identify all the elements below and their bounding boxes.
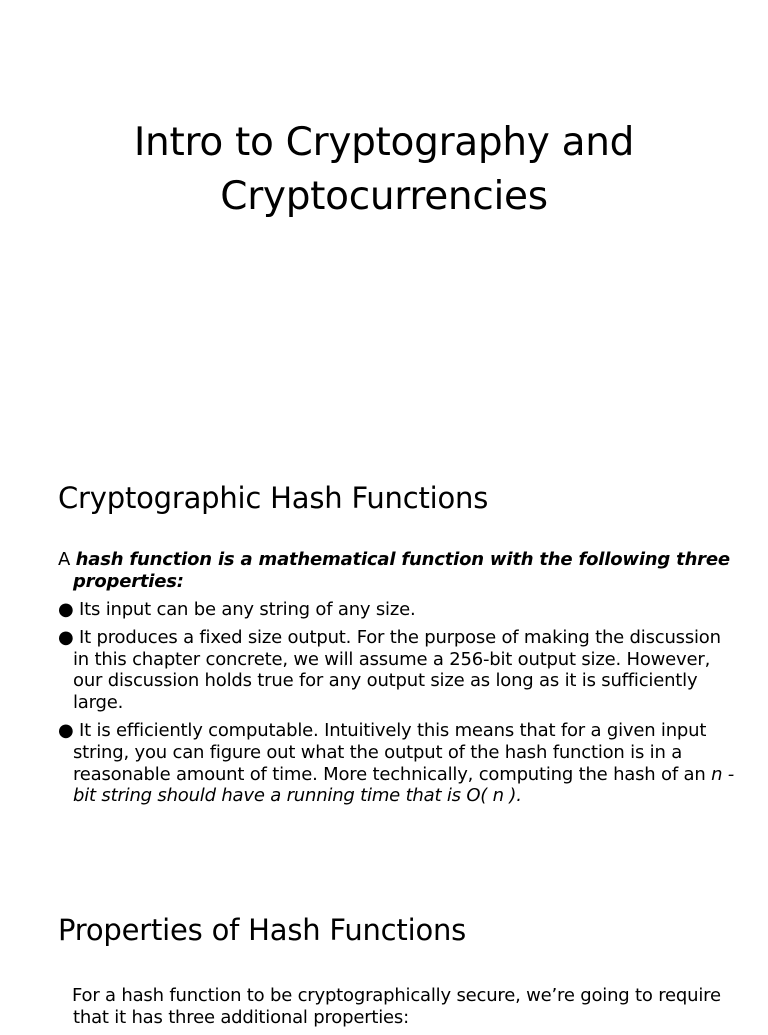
definition-paragraph xyxy=(58,549,738,593)
bullet-item-3-text: ● It is efficiently computable. Intuitively this means that for a given input string, you can figure out what the output of the hash function is in a reasonable amount of time. More technically, computing the hash of an xyxy=(58,719,712,785)
bullet-item-3-italic: n -bit string should have a running time that is O( n ). xyxy=(73,763,735,807)
section-heading-properties: Properties of Hash Functions xyxy=(58,913,467,947)
bullet-item-3 xyxy=(58,720,738,807)
slide-title-line-1: Intro to Cryptography and xyxy=(133,120,635,165)
section-heading-hash-functions: Cryptographic Hash Functions xyxy=(58,481,489,515)
properties-bullet-list xyxy=(58,599,738,813)
slide-title xyxy=(0,116,768,224)
bullet-item-2: ● It produces a fixed size output. For the purpose of making the discussion in this chapter concrete, we will assume a 256-bit output size. However, our discussion holds true for any output size as long as it is sufficiently large. xyxy=(58,626,721,714)
hash-function-definition xyxy=(58,549,738,599)
bullet-item-1: ● Its input can be any string of any size. xyxy=(58,599,416,620)
definition-emphasis: hash function is a mathematical function with the following three properties: xyxy=(73,549,730,592)
properties-intro-paragraph: For a hash function to be cryptographically secure, we’re going to require that it has three additional properties: xyxy=(72,985,721,1028)
definition-prefix: A xyxy=(58,549,76,570)
slide-title-line-2: Cryptocurrencies xyxy=(220,174,548,219)
properties-intro xyxy=(58,985,738,1035)
